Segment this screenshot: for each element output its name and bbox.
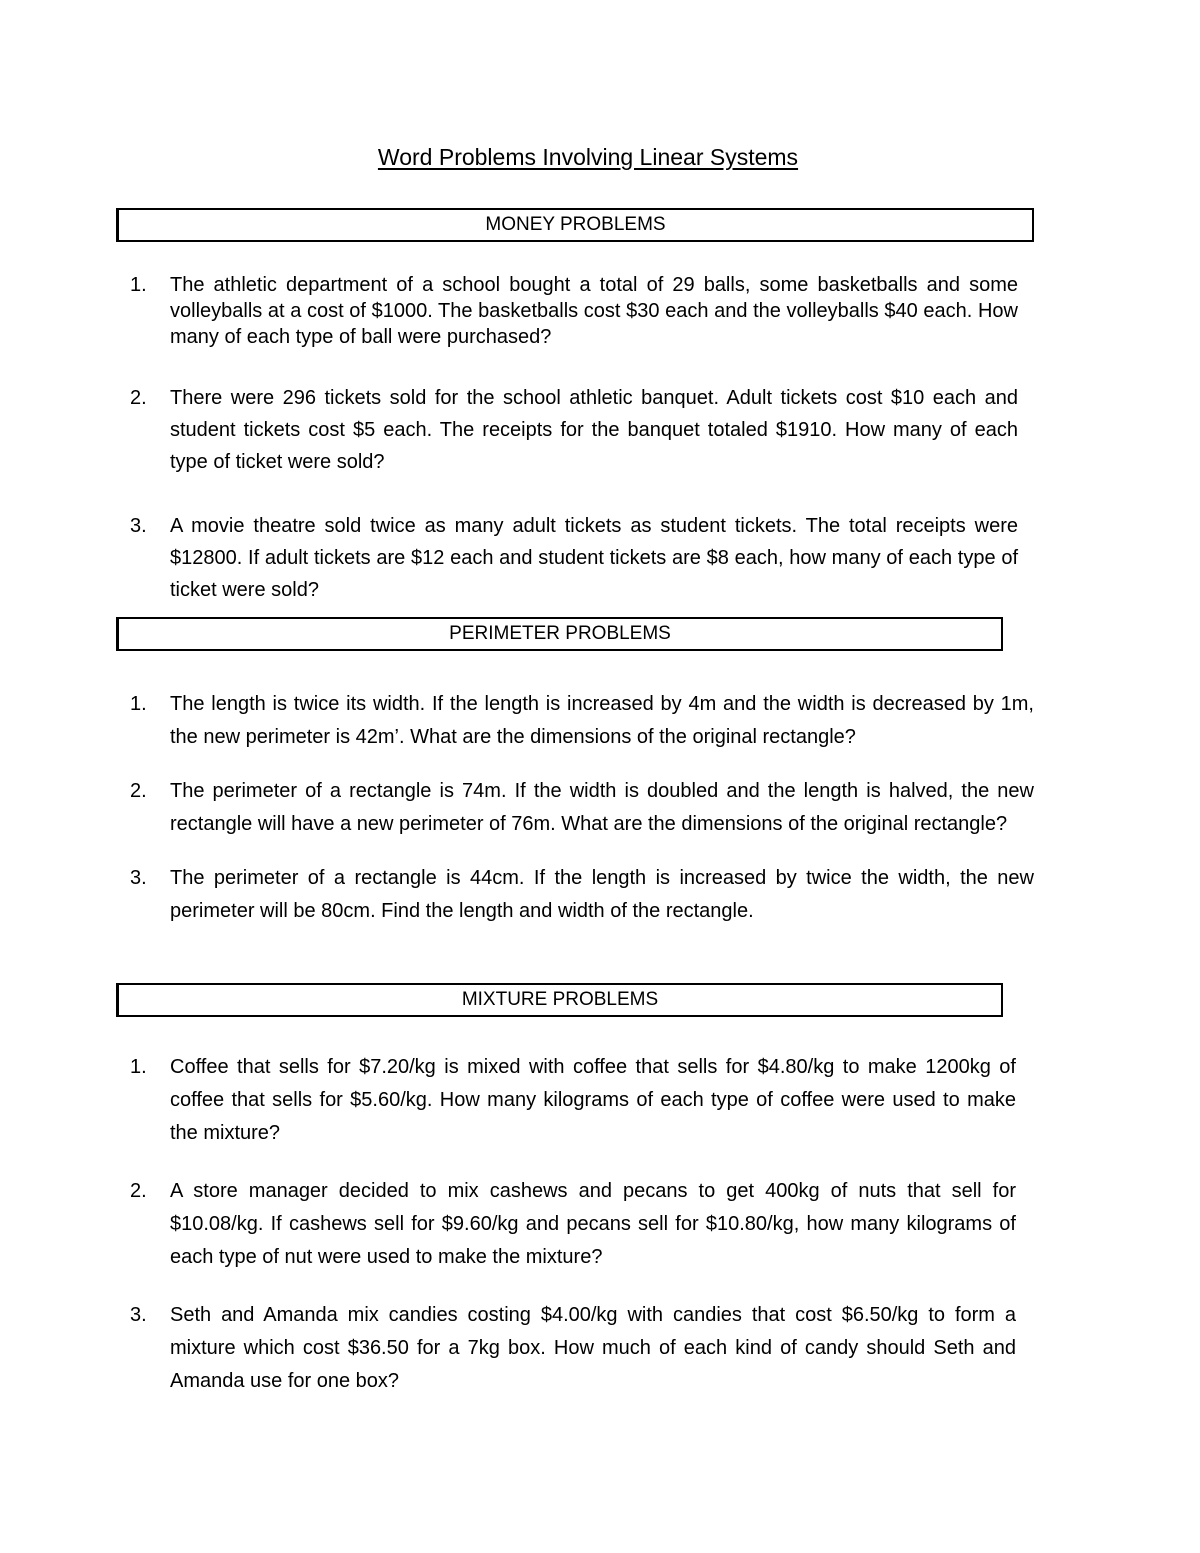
problem-number: 2. [130,387,147,409]
problem-number: 3. [130,1304,147,1326]
problem-text: The length is twice its width. If the length is increased by 4m and the width is decreased by 1m, the new perimeter is 42m’. What are the dimensions of the original rectangle? [170,693,1034,748]
problem-text: There were 296 tickets sold for the school athletic banquet. Adult tickets cost $10 each and student tickets cost $5 each. The receipts for the banquet totaled $1910. How many of each type of ticket were sold? [170,387,1018,473]
mixture-problem-2 [130,1175,1016,1274]
problem-text: The perimeter of a rectangle is 74m. If the width is doubled and the length is halved, the new rectangle will have a new perimeter of 76m. What are the dimensions of the original rectangle? [170,780,1034,835]
money-problem-2 [130,382,1018,478]
perimeter-section-heading: PERIMETER PROBLEMS [116,617,1003,651]
money-problem-list [130,272,1018,606]
problem-text: The perimeter of a rectangle is 44cm. If the length is increased by twice the width, the new perimeter will be 80cm. Find the length and width of the rectangle. [170,867,1034,922]
problem-text: A movie theatre sold twice as many adult tickets as student tickets. The total receipts were $12800. If adult tickets are $12 each and student tickets are $8 each, how many of each type of ticket were sold? [170,515,1018,601]
problem-text: Coffee that sells for $7.20/kg is mixed with coffee that sells for $4.80/kg to make 1200kg of coffee that sells for $5.60/kg. How many kilograms of each type of coffee were used to make the mixture? [170,1056,1016,1144]
problem-text: A store manager decided to mix cashews and pecans to get 400kg of nuts that sell for $10.08/kg. If cashews sell for $9.60/kg and pecans sell for $10.80/kg, how many kilograms of each type of nut were used to make the mixture? [170,1180,1016,1268]
money-problem-1 [130,272,1018,350]
problem-text: Seth and Amanda mix candies costing $4.00/kg with candies that cost $6.50/kg to form a mixture which cost $36.50 for a 7kg box. How much of each kind of candy should Seth and Amanda use for one box? [170,1304,1016,1392]
problem-number: 1. [130,274,147,296]
problem-number: 1. [130,693,147,715]
problem-number: 3. [130,867,147,889]
mixture-problem-list [130,1051,1016,1398]
money-problem-3 [130,510,1018,606]
perimeter-problem-1 [130,688,1034,754]
perimeter-problem-3 [130,862,1034,928]
mixture-section-heading: MIXTURE PROBLEMS [116,983,1003,1017]
problem-number: 2. [130,1180,147,1202]
perimeter-problem-2 [130,775,1034,841]
problem-number: 2. [130,780,147,802]
problem-number: 3. [130,515,147,537]
perimeter-problem-list [130,688,1034,928]
mixture-problem-1 [130,1051,1016,1150]
mixture-problem-3 [130,1299,1016,1398]
money-section-heading: MONEY PROBLEMS [116,208,1034,242]
page-title: Word Problems Involving Linear Systems [377,144,799,170]
problem-text: The athletic department of a school bought a total of 29 balls, some basketballs and some volleyballs at a cost of $1000. The basketballs cost $30 each and the volleyballs $40 each. How many of each type of ball were purchased? [170,274,1018,348]
problem-number: 1. [130,1056,147,1078]
